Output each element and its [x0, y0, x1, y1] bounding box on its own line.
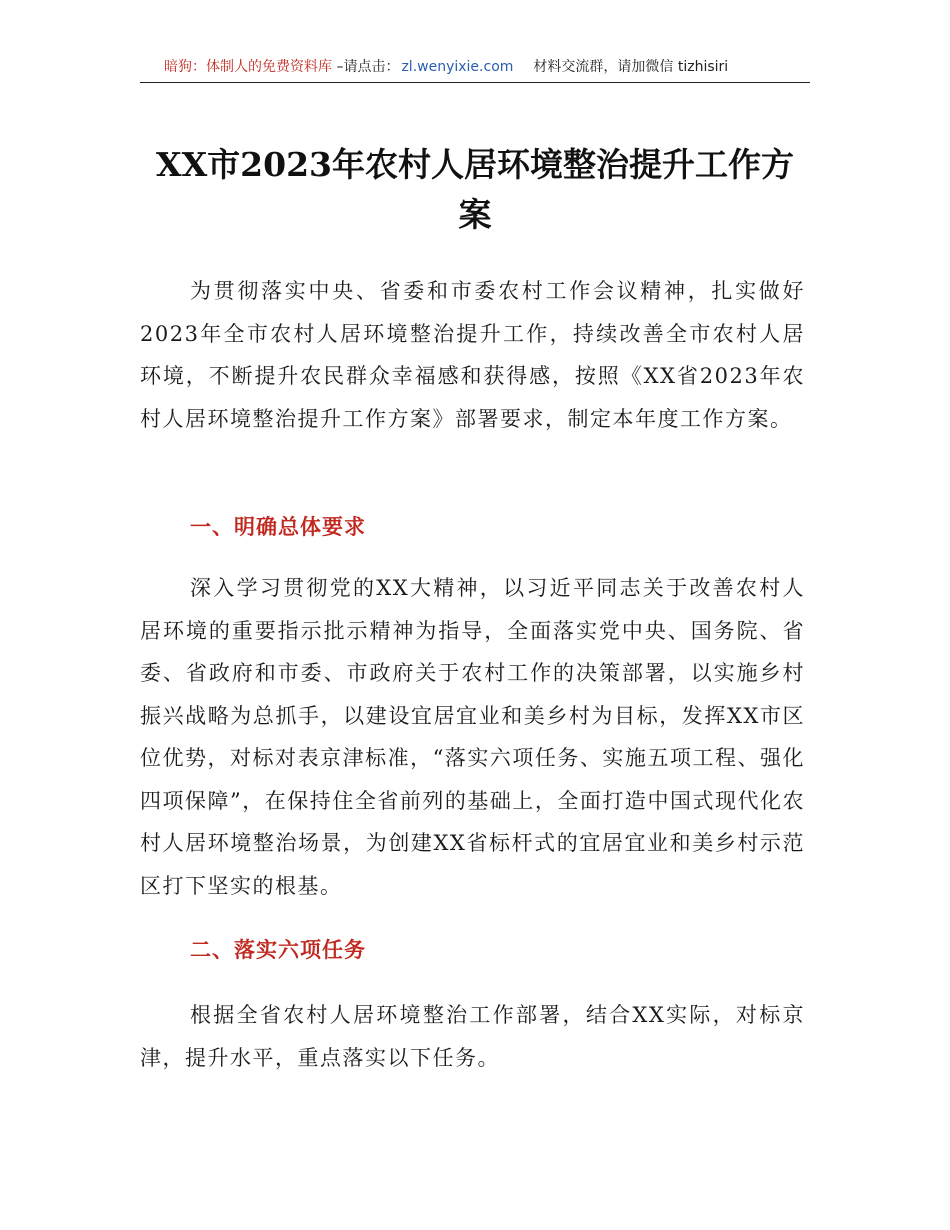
header-prompt: –请点击： [332, 59, 400, 75]
document-title: XX市2023年农村人居环境整治提升工作方案 [155, 145, 795, 234]
header-brand: 暗狗：体制人的免费资料库 [164, 59, 332, 75]
intro-paragraph: 为贯彻落实中央、省委和市委农村工作会议精神，扎实做好2023年全市农村人居环境整治提升工作，持续改善全市农村人居环境，不断提升农民群众幸福感和获得感，按照《XX省2023年农村人居环境整治提升工作方案》部署要求，制定本年度工作方案。 [140, 279, 805, 431]
section-body-2: 根据全省农村人居环境整治工作部署，结合XX实际，对标京津，提升水平，重点落实以下任务。 [140, 1003, 805, 1070]
section-body-1: 深入学习贯彻党的XX大精神，以习近平同志关于改善农村人居环境的重要指示批示精神为指导，全面落实党中央、国务院、省委、省政府和市委、市政府关于农村工作的决策部署，以实施乡村振兴战略为总抓手，以建设宜居宜业和美乡村为目标，发挥XX市区位优势，对标对表京津标准，“落实六项任务、实施五项工程、强化四项保障”，在保持住全省前列的基础上，全面打造中国式现代化农村人居环境整治场景，为创建XX省标杆式的宜居宜业和美乡村示范区打下坚实的根基。 [140, 576, 805, 898]
section-heading-2: 二、落实六项任务 [190, 938, 366, 962]
section-heading-1: 一、明确总体要求 [190, 515, 366, 539]
header-group-info: 材料交流群，请加微信 tizhisiri [533, 59, 729, 75]
page-header [140, 56, 810, 83]
header-link[interactable]: zl.wenyixie.com [401, 59, 514, 75]
